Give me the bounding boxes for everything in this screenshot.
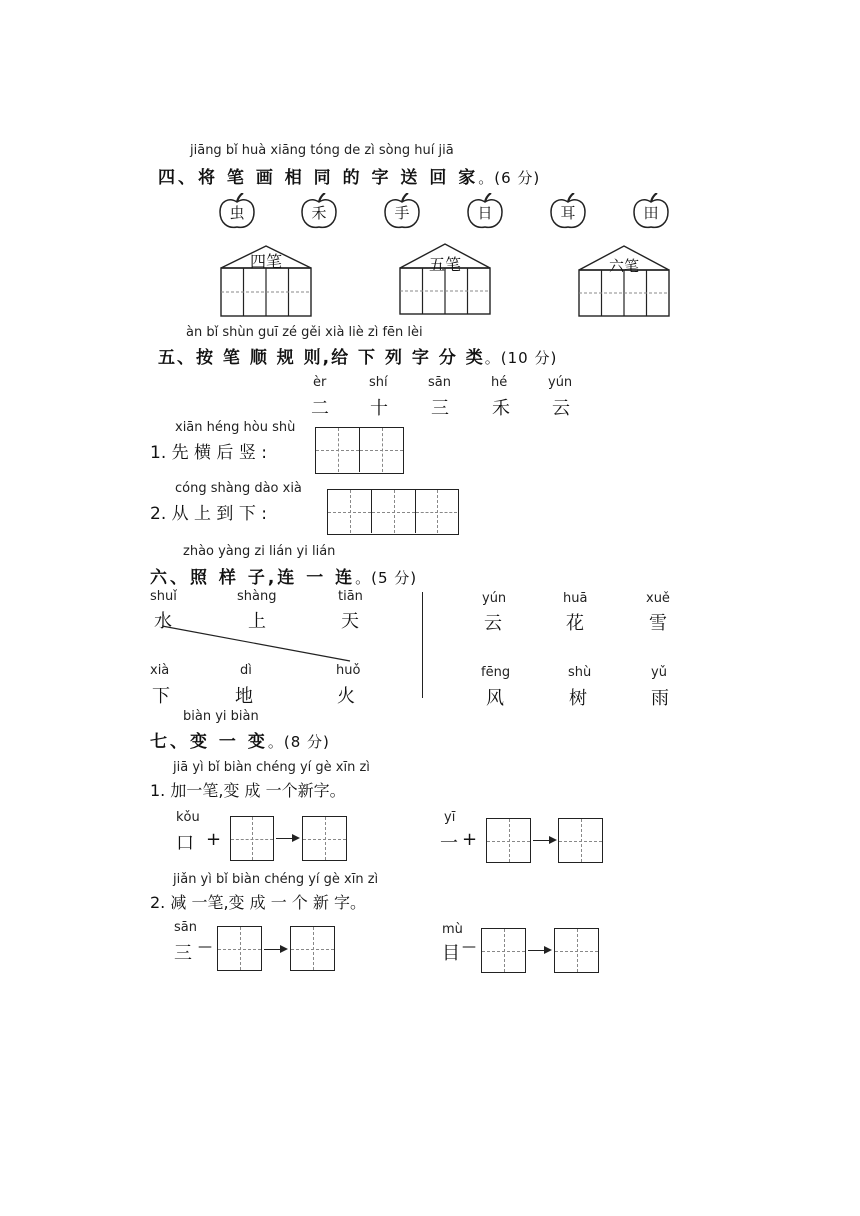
word-char[interactable]: 花 bbox=[566, 613, 584, 634]
minus-sign: — bbox=[462, 939, 476, 955]
char: 二 bbox=[311, 398, 329, 419]
house-six-strokes bbox=[578, 245, 670, 317]
apple bbox=[465, 193, 505, 231]
arrow-right-icon bbox=[276, 838, 298, 839]
q6-pinyin: zhào yàng zi lián yi lián bbox=[183, 544, 336, 559]
arrow-right-icon bbox=[264, 949, 286, 950]
word-char[interactable]: 下 bbox=[152, 686, 170, 707]
char-pinyin: hé bbox=[491, 375, 508, 390]
house-four-strokes bbox=[220, 245, 312, 317]
q6-points: 。(5 分) bbox=[355, 569, 418, 587]
q5-item2-pinyin: cóng shàng dào xià bbox=[175, 481, 302, 496]
word-pinyin: xià bbox=[150, 663, 170, 678]
base-pinyin: sān bbox=[174, 920, 197, 935]
q7-title bbox=[150, 727, 330, 752]
base-char: 口 bbox=[176, 833, 194, 854]
char: 云 bbox=[552, 398, 570, 419]
word-char[interactable]: 云 bbox=[484, 613, 502, 634]
char: 三 bbox=[431, 398, 449, 419]
answer-grid[interactable] bbox=[327, 489, 459, 535]
divider-line bbox=[422, 592, 423, 698]
word-char[interactable]: 树 bbox=[569, 688, 587, 709]
q4-points: 。(6 分) bbox=[478, 169, 541, 187]
apple-char: 耳 bbox=[560, 204, 576, 222]
word-pinyin: huǒ bbox=[336, 663, 361, 678]
answer-cell[interactable] bbox=[217, 926, 262, 971]
apple bbox=[548, 193, 588, 231]
base-pinyin: kǒu bbox=[176, 810, 200, 825]
word-pinyin: fēng bbox=[481, 665, 511, 680]
word-pinyin: tiān bbox=[338, 589, 363, 604]
answer-cell[interactable] bbox=[554, 928, 599, 973]
example-connect-line bbox=[150, 620, 360, 665]
apple-char: 手 bbox=[394, 204, 410, 222]
apple-char: 禾 bbox=[311, 204, 327, 222]
apple bbox=[631, 193, 671, 231]
q5-item2-label: 2. 从 上 到 下 : bbox=[150, 504, 267, 524]
q5-title bbox=[158, 343, 557, 368]
word-pinyin: yǔ bbox=[651, 665, 667, 680]
word-pinyin: dì bbox=[240, 663, 252, 678]
apple-char: 田 bbox=[643, 204, 659, 222]
answer-cell[interactable] bbox=[481, 928, 526, 973]
q7-item2-label: 2. 减 一笔,变 成 一 个 新 字。 bbox=[150, 893, 366, 912]
word-pinyin: xuě bbox=[646, 591, 670, 606]
q6-title bbox=[150, 563, 417, 588]
q7-points: 。(8 分) bbox=[267, 733, 330, 751]
base-pinyin: yī bbox=[444, 810, 456, 825]
base-char: 一 bbox=[440, 833, 458, 854]
answer-grid[interactable] bbox=[315, 427, 404, 474]
word-char[interactable]: 地 bbox=[235, 686, 253, 707]
char-pinyin: shí bbox=[369, 375, 388, 390]
arrow-right-icon bbox=[528, 950, 550, 951]
answer-cell[interactable] bbox=[558, 818, 603, 863]
word-char[interactable]: 水 bbox=[154, 611, 172, 632]
base-char: 三 bbox=[174, 943, 192, 964]
q4-pinyin: jiāng bǐ huà xiāng tóng de zì sòng huí jiā bbox=[190, 143, 454, 158]
answer-cell[interactable] bbox=[230, 816, 274, 861]
word-char[interactable]: 上 bbox=[248, 611, 266, 632]
word-char[interactable]: 天 bbox=[341, 611, 359, 632]
word-pinyin: shù bbox=[568, 665, 592, 680]
q5-title-text: 五、按 笔 顺 规 则,给 下 列 字 分 类 bbox=[158, 348, 485, 368]
answer-cell[interactable] bbox=[486, 818, 531, 863]
char: 禾 bbox=[492, 398, 510, 419]
base-char: 目 bbox=[442, 943, 460, 964]
word-char[interactable]: 雪 bbox=[649, 613, 667, 634]
q7-item1-label: 1. 加一笔,变 成 一个新字。 bbox=[150, 781, 346, 800]
q7-pinyin: biàn yi biàn bbox=[183, 709, 259, 724]
answer-cell[interactable] bbox=[290, 926, 335, 971]
char-pinyin: yún bbox=[548, 375, 573, 390]
apple bbox=[299, 193, 339, 231]
apple-char: 日 bbox=[477, 204, 493, 222]
house-label: 五笔 bbox=[428, 255, 461, 274]
q6-title-text: 六、照 样 子,连 一 连 bbox=[150, 568, 356, 588]
answer-cell[interactable] bbox=[302, 816, 347, 861]
word-pinyin: yún bbox=[482, 591, 507, 606]
char-pinyin: èr bbox=[313, 375, 327, 390]
q7-title-text: 七、变 一 变 bbox=[150, 732, 268, 752]
q4-title bbox=[158, 163, 540, 188]
q7-item1-pinyin: jiā yì bǐ biàn chéng yí gè xīn zì bbox=[173, 760, 370, 775]
apple bbox=[382, 193, 422, 231]
q4-title-text: 四、将 笔 画 相 同 的 字 送 回 家 bbox=[158, 168, 479, 188]
q5-item1-label: 1. 先 横 后 竖 : bbox=[150, 443, 267, 463]
base-pinyin: mù bbox=[442, 922, 463, 937]
q5-pinyin: àn bǐ shùn guī zé gěi xià liè zì fēn lèi bbox=[186, 325, 423, 340]
word-char[interactable]: 风 bbox=[486, 688, 504, 709]
char-pinyin: sān bbox=[428, 375, 451, 390]
house-label: 四笔 bbox=[249, 252, 282, 271]
house-five-strokes bbox=[399, 243, 491, 315]
minus-sign: — bbox=[198, 939, 212, 955]
apple-char: 虫 bbox=[229, 204, 245, 222]
q5-item1-pinyin: xiān héng hòu shù bbox=[175, 420, 296, 435]
word-pinyin: huā bbox=[563, 591, 588, 606]
q7-item2-pinyin: jiǎn yì bǐ biàn chéng yí gè xīn zì bbox=[173, 872, 379, 887]
q5-points: 。(10 分) bbox=[484, 349, 558, 367]
word-pinyin: shàng bbox=[237, 589, 277, 604]
plus-sign: + bbox=[206, 829, 222, 850]
arrow-right-icon bbox=[533, 840, 555, 841]
word-char[interactable]: 火 bbox=[337, 686, 355, 707]
house-label: 六笔 bbox=[608, 257, 639, 275]
apple bbox=[217, 193, 257, 231]
word-char[interactable]: 雨 bbox=[651, 688, 669, 709]
plus-sign: + bbox=[462, 829, 478, 850]
word-pinyin: shuǐ bbox=[150, 589, 177, 604]
char: 十 bbox=[370, 398, 388, 419]
